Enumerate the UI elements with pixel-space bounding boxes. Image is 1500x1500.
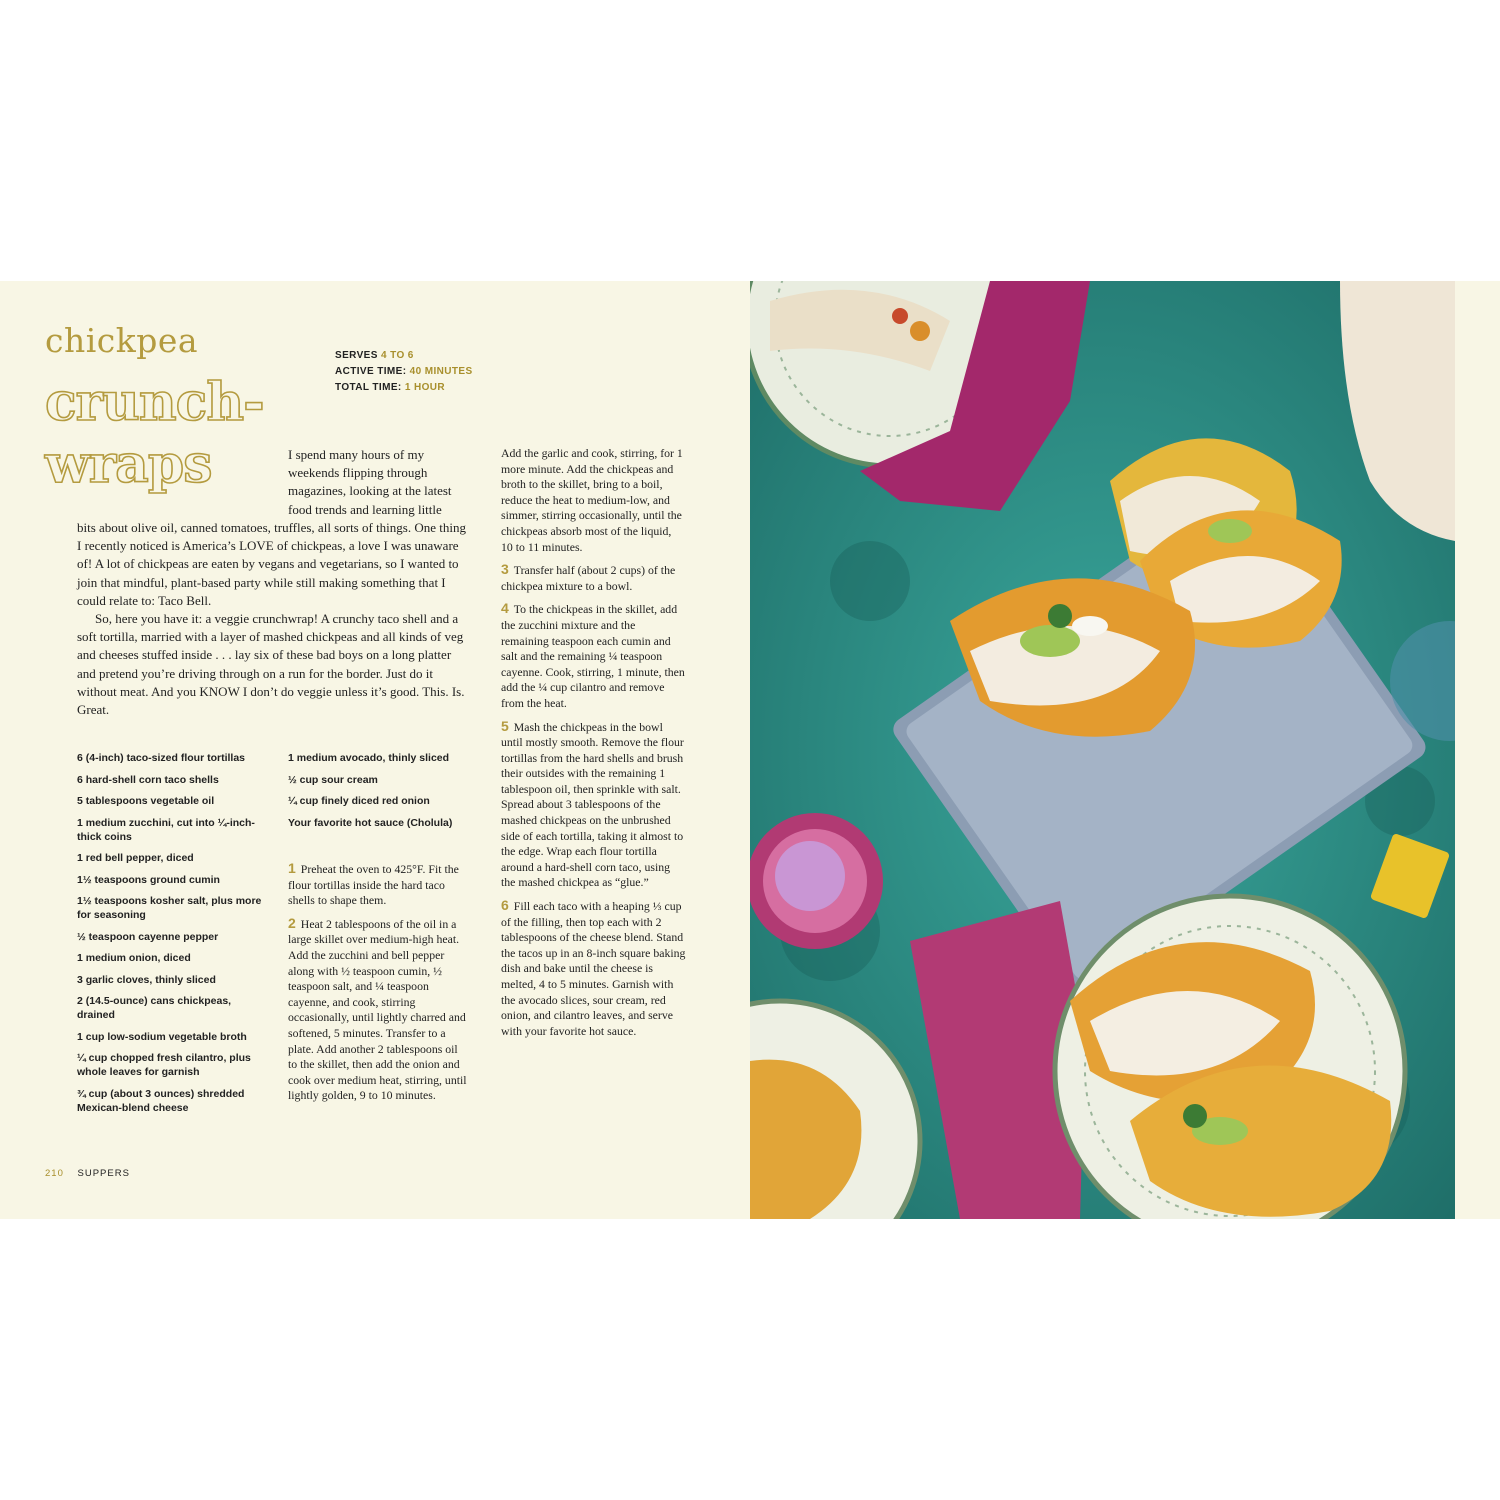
intro-paragraph-1-rest: bits about olive oil, canned tomatoes, truffles, all sorts of things. One thing I recently noticed is America’s LOVE of chickpeas, a love I was unaware of! A lot of chickpeas are eaten by vegans and vegetarians, so I wanted to join that mindful, plant-based party while still making something that I could relate to: Taco Bell.: [77, 520, 466, 608]
food-photo-illustration: [750, 281, 1455, 1219]
step-text: Preheat the oven to 425°F. Fit the flour tortillas inside the hard taco shells to shape them.: [288, 862, 459, 908]
ingredients-list-2: [288, 751, 478, 837]
ingredient-item: 1 medium onion, diced: [77, 952, 191, 964]
step-number: 4: [501, 600, 509, 617]
step-number: 6: [501, 897, 509, 914]
ingredient-item: 1½ teaspoons kosher salt, plus more for seasoning: [77, 895, 262, 921]
step-text: Mash the chickpeas in the bowl until mostly smooth. Remove the flour tortillas from the hard shells and brush their outsides with the remaining 1 tablespoon oil, then sprinkle with salt. Spread about 3 tablespoons of the mashed chickpeas on the unbrushed side of each tortilla, taking it almost to the edge. Wrap each flour tortilla around a hard-shell corn taco, using the mashed chickpea as “glue.”: [501, 719, 684, 890]
ingredient-item: 1 medium avocado, thinly sliced: [288, 752, 450, 764]
recipe-meta: [335, 348, 473, 396]
total-time-row: [335, 380, 473, 396]
ingredient-item: ¾ cup (about 3 ounces) shredded Mexican-blend cheese: [77, 1087, 245, 1114]
step-text: Transfer half (about 2 cups) of the chickpea mixture to a bowl.: [501, 563, 676, 593]
ingredient-item: 6 hard-shell corn taco shells: [77, 773, 219, 786]
step-number: 1: [288, 860, 296, 876]
glass-purple: [750, 813, 883, 949]
intro-body: [77, 519, 469, 719]
serves-row: [335, 348, 473, 364]
step-number: 3: [501, 561, 509, 578]
recipe-title-line3: wraps: [45, 434, 212, 495]
active-time-row: [335, 364, 473, 380]
recipe-title-line1: chickpea: [45, 321, 199, 360]
total-time-value: 1 HOUR: [404, 382, 445, 393]
ingredient-item: ¼ cup chopped fresh cilantro, plus whole leaves for garnish: [77, 1052, 251, 1078]
ingredient-item: 1 cup low-sodium vegetable broth: [77, 1030, 247, 1043]
step-text: Heat 2 tablespoons of the oil in a large skillet over medium-high heat. Add the zucchini and bell pepper along with ½ teaspoon cumin, ½ teaspoon salt, and ¼ teaspoon cayenne, and cook, stirring occasionally, until lightly charred and softened, 5 minutes. Transfer to a plate. Add another 2 tablespoons oil to the skillet, then add the onion and cook over medium heat, stirring, until lightly golden, 9 to 10 minutes.: [288, 916, 467, 1103]
ingredient-item: 2 (14.5-ounce) cans chickpeas, drained: [77, 995, 232, 1021]
ingredient-item: 3 garlic cloves, thinly sliced: [77, 973, 216, 986]
method-step-2-continued: [501, 446, 686, 555]
serves-value: 4 TO 6: [380, 350, 414, 361]
active-time-label: ACTIVE TIME:: [335, 366, 407, 377]
method-step-2: [288, 916, 468, 1104]
ingredient-item: ½ cup sour cream: [288, 773, 378, 786]
method-step-1: [288, 861, 468, 909]
food-photo: [750, 281, 1455, 1219]
method-column-2: [501, 446, 686, 1046]
ingredient-item: 5 tablespoons vegetable oil: [77, 795, 215, 807]
ingredient-item: ½ teaspoon cayenne pepper: [77, 930, 219, 943]
ingredient-item: 6 (4-inch) taco-sized flour tortillas: [77, 752, 246, 764]
plate-bottom-right: [1055, 896, 1405, 1219]
ingredient-item: ¼ cup finely diced red onion: [288, 795, 430, 807]
serves-label: SERVES: [335, 350, 378, 361]
ingredient-item: Your favorite hot sauce (Cholula): [288, 816, 453, 829]
ingredients-list-1: [77, 751, 267, 1122]
left-page: [0, 281, 750, 1219]
intro-paragraph-1-wrap: I spend many hours of my weekends flipping through magazines, looking at the latest food trends and learning little: [288, 447, 452, 517]
step-number: 5: [501, 717, 509, 734]
ingredient-item: 1½ teaspoons ground cumin: [77, 873, 220, 886]
ingredient-item: 1 medium zucchini, cut into ¼-inch-thick coins: [77, 816, 255, 843]
step-text: To the chickpeas in the skillet, add the zucchini mixture and the remaining teaspoon each cumin and salt and the remaining ¼ teaspoon cayenne. Cook, stirring, 1 minute, then add the ¼ cup cilantro and remove from the heat.: [501, 602, 685, 710]
method-step-3: [501, 562, 686, 594]
step-number: 2: [288, 914, 296, 931]
recipe-title-line2: crunch-: [45, 372, 264, 433]
step-text: Add the garlic and cook, stirring, for 1 more minute. Add the chickpeas and broth to the skillet, bring to a boil, reduce the heat to medium-low, and simmer, stirring occasionally, until the chickpeas absorb most of the liquid, 10 to 11 minutes.: [501, 446, 683, 554]
ingredient-item: 1 red bell pepper, diced: [77, 852, 194, 864]
step-text: Fill each taco with a heaping ⅓ cup of the filling, then top each with 2 tablespoons of the cheese blend. Stand the tacos up in an 8-inch square baking dish and bake until the cheese is melted, 4 to 5 minutes. Garnish with the avocado slices, sour cream, red onion, and cilantro leaves, and serve with your favorite hot sauce.: [501, 899, 686, 1038]
active-time-value: 40 MINUTES: [409, 366, 473, 377]
page-footer: [45, 1168, 130, 1179]
section-name: SUPPERS: [77, 1168, 130, 1179]
page-number: 210: [45, 1168, 64, 1179]
right-page-margin: [1455, 281, 1500, 1219]
book-spread: [0, 281, 1500, 1219]
method-column-1: [288, 861, 468, 1111]
total-time-label: TOTAL TIME:: [335, 382, 402, 393]
method-step-5: [501, 719, 686, 892]
method-step-6: [501, 898, 686, 1039]
method-step-4: [501, 601, 686, 711]
intro-paragraph-2: So, here you have it: a veggie crunchwrap! A crunchy taco shell and a soft tortilla, married with a layer of mashed chickpeas and all kinds of veg and cheeses stuffed inside . . . lay six of these bad boys on a long platter and pretend you’re driving through on a run for the border. Just do it without meat. And you KNOW I don’t do veggie unless it’s good. This. Is. Great.: [77, 611, 465, 718]
